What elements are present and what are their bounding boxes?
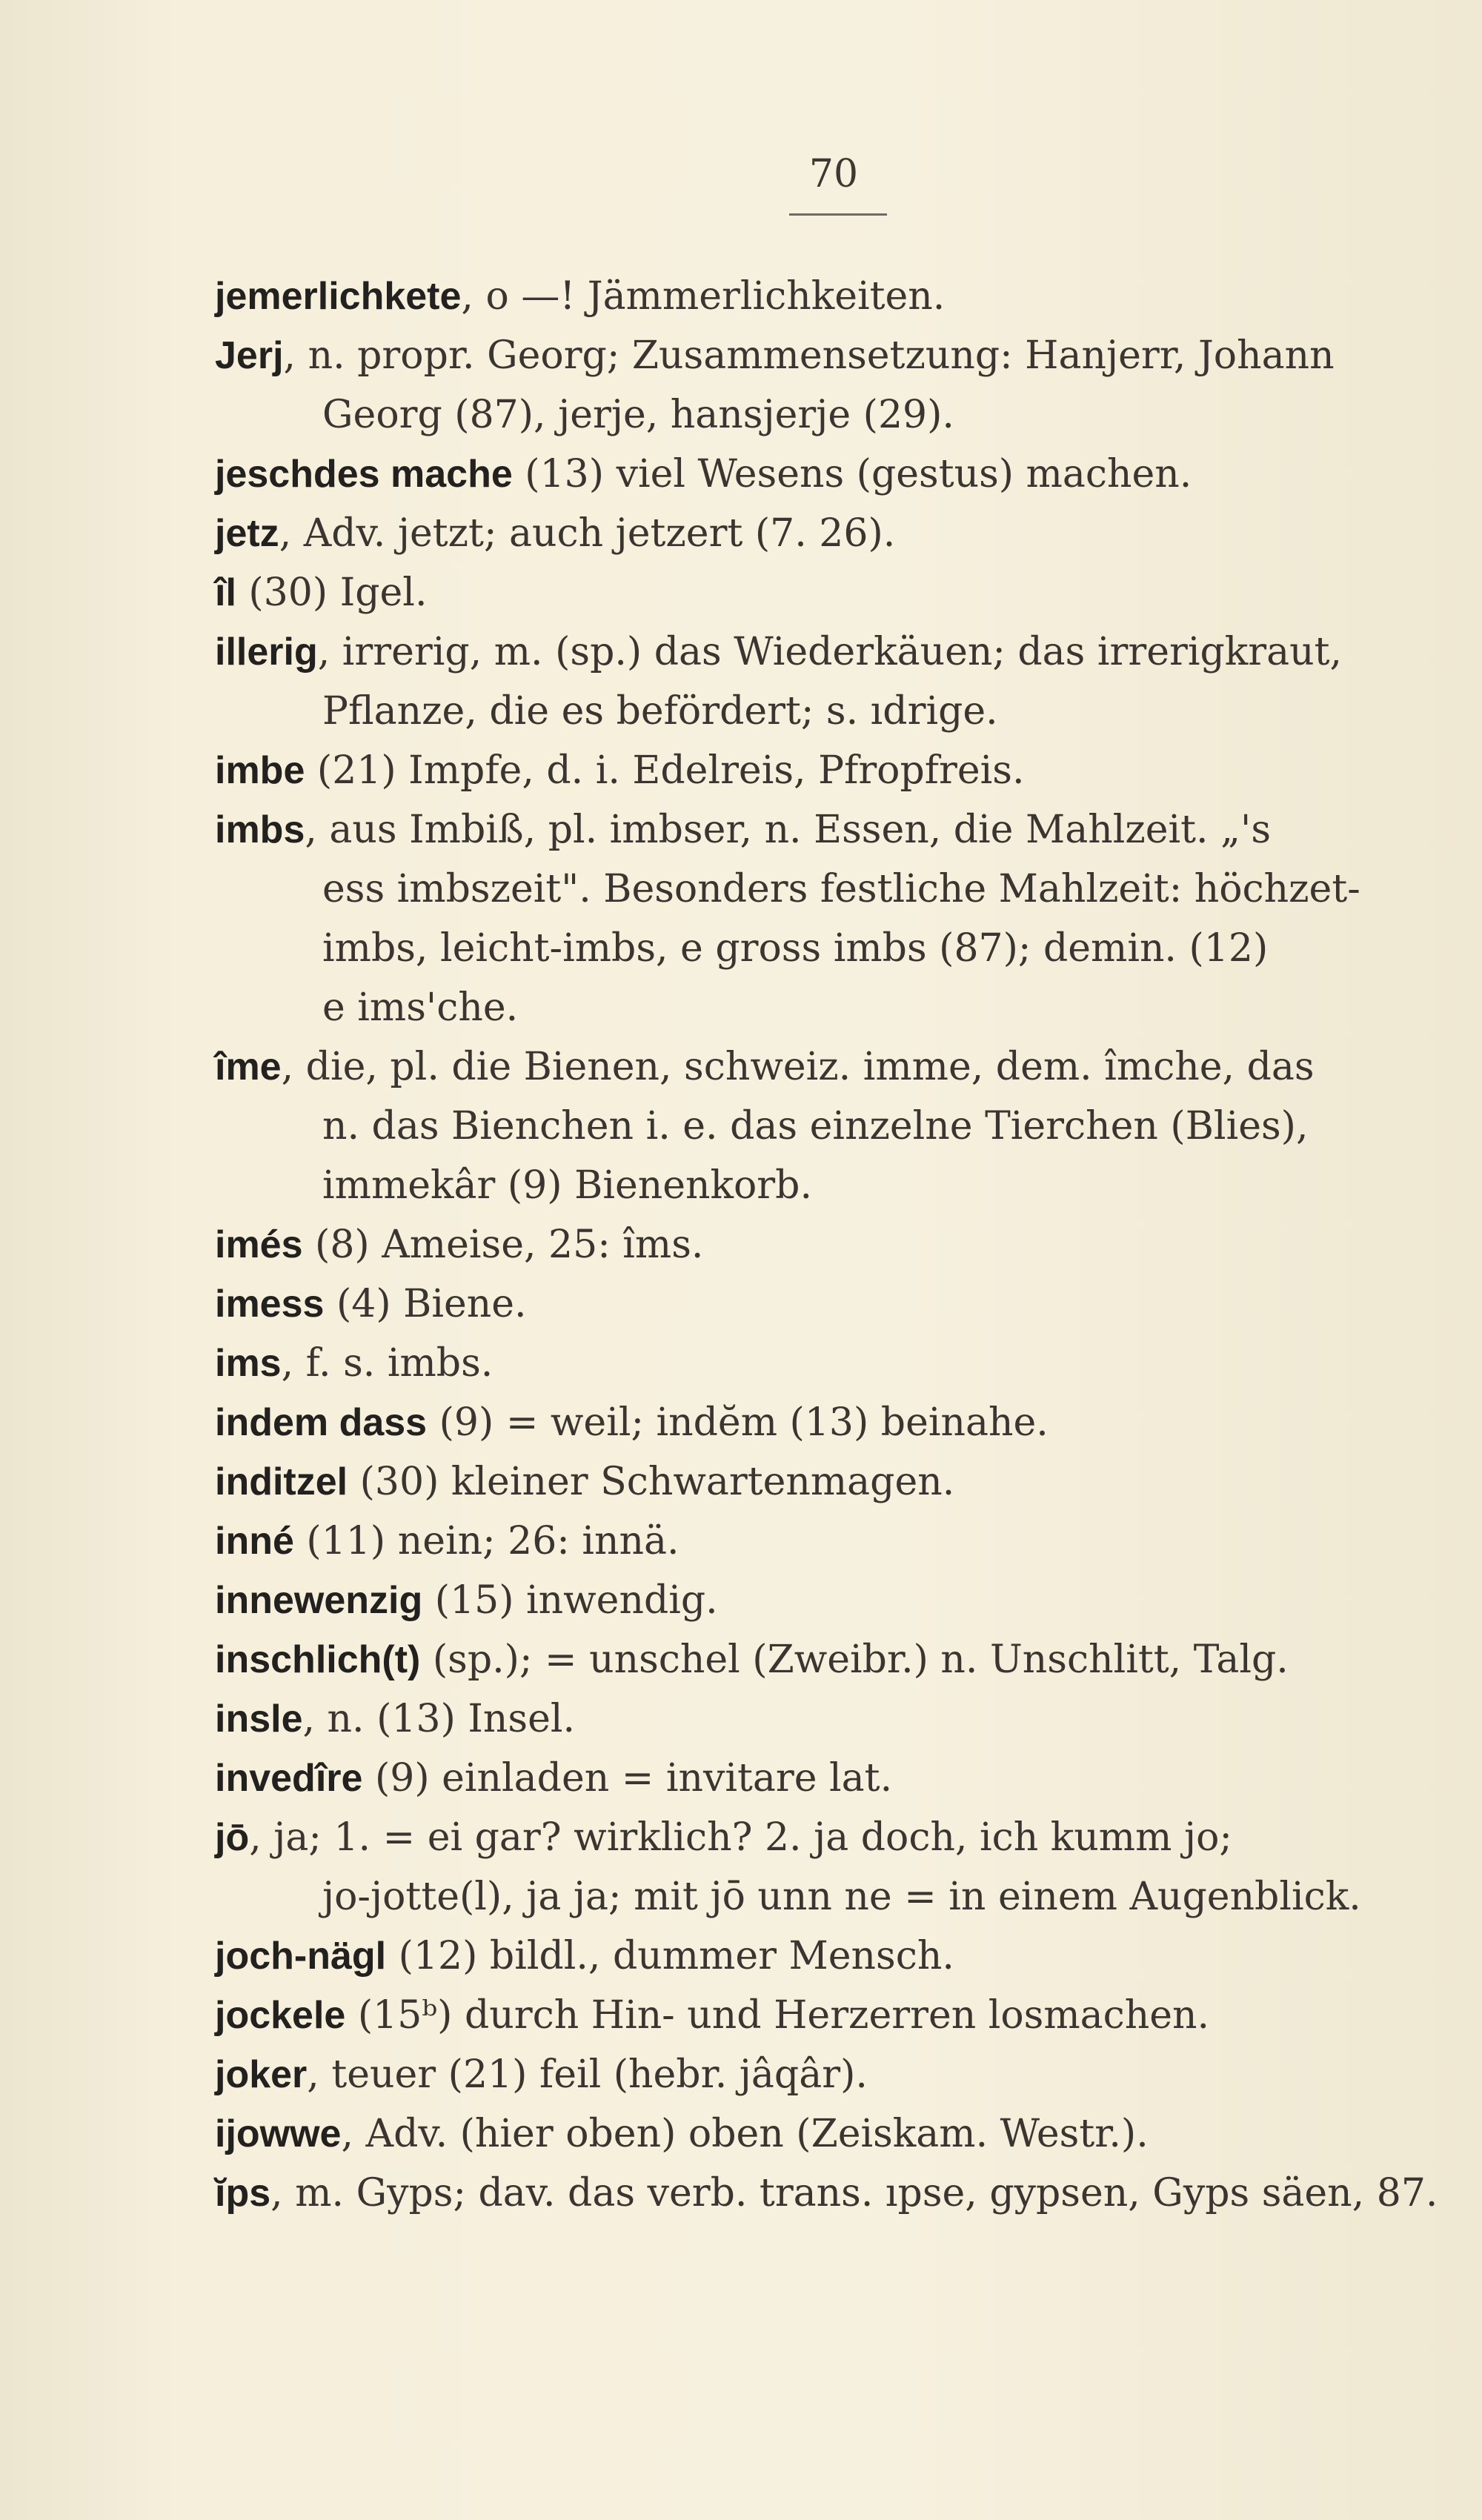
entry-headword: insle [215,1698,303,1741]
entry-headword: imess [215,1283,325,1326]
entry-continuation-line: imbs, leicht-imbs, e gross imbs (87); demin. (12) [322,926,1269,971]
dictionary-entry [215,1393,1445,1452]
dictionary-entry [215,1986,1445,2045]
entry-continuation-line: n. das Bienchen i. e. das einzelne Tierchen (Blies), [322,1104,1309,1148]
dictionary-entry [215,445,1445,504]
dictionary-entry [215,1926,1445,1986]
entry-headword: ims [215,1342,282,1385]
entry-definition: , Adv. jetzt; auch jetzert (7. 26). [279,511,896,556]
entry-definition: , ja; 1. = ei gar? wirklich? 2. ja doch, ich kumm jo; [249,1815,1232,1860]
entry-definition: (8) Ameise, 25: îms. [302,1223,704,1267]
dictionary-entry [215,741,1445,800]
entry-headword: jockele [215,1994,346,2037]
entry-continuation-line: Pflanze, die es befördert; s. ıdrige. [322,689,998,734]
entry-continuation-line: jo-jotte(l), ja ja; mit jō unn ne = in einem Augenblick. [322,1875,1361,1919]
dictionary-entries [215,267,1445,2223]
entry-definition: , n. (13) Insel. [302,1697,576,1741]
dictionary-entry [215,504,1445,563]
entry-definition: (30) kleiner Schwartenmagen. [348,1460,955,1504]
entry-definition: , aus Imbiß, pl. imbser, n. Essen, die Mahlzeit. „'s [305,808,1272,852]
entry-headword: inné [215,1520,294,1563]
entry-headword: jemerlichkete [215,275,462,318]
dictionary-entry [215,800,1445,1037]
dictionary-entry [215,1512,1445,1571]
entry-definition: (9) einladen = invitare lat. [362,1756,893,1801]
entry-definition: (4) Biene. [324,1282,527,1326]
entry-definition: (21) Impfe, d. i. Edelreis, Pfropfreis. [305,748,1025,793]
dictionary-entry [215,1037,1445,1215]
entry-continuation-line: ess imbszeit". Besonders festliche Mahlzeit: höchzet- [322,867,1360,911]
dictionary-entry [215,1749,1445,1808]
entry-headword: jō [215,1816,250,1859]
entry-headword: joch-nägl [215,1935,387,1978]
entry-headword: illerig [215,631,318,674]
entry-headword: invedîre [215,1757,363,1800]
entry-continuation-line: Georg (87), jerje, hansjerje (29). [322,393,954,437]
entry-definition: , f. s. imbs. [281,1341,494,1386]
dictionary-entry [215,2164,1445,2223]
entry-headword: inditzel [215,1460,348,1503]
entry-headword: jetz [215,512,279,555]
entry-headword: indem dass [215,1401,428,1444]
dictionary-entry [215,1452,1445,1512]
entry-definition: , o —! Jämmerlichkeiten. [461,274,946,319]
entry-headword: joker [215,2053,308,2096]
entry-continuation-line: e ims'che. [322,985,519,1030]
entry-headword: îl [215,571,236,614]
entry-definition: (12) bildl., dummer Mensch. [386,1934,954,1978]
entry-definition: (9) = weil; indĕm (13) beinahe. [427,1400,1049,1445]
entry-definition: , n. propr. Georg; Zusammensetzung: Hanjerr, Johann [283,333,1335,378]
entry-definition: (13) viel Wesens (gestus) machen. [512,452,1192,496]
entry-definition: (15) inwendig. [422,1578,718,1623]
entry-definition: , teuer (21) feil (hebr. jâqâr). [307,2052,868,2097]
dictionary-entry [215,622,1445,741]
entry-headword: ijowwe [215,2112,342,2155]
entry-definition: , m. Gyps; dav. das verb. trans. ıpse, gypsen, Gyps säen, 87. [270,2171,1438,2215]
entry-headword: îme [215,1045,282,1088]
entry-headword: imbs [215,808,305,851]
entry-definition: , die, pl. die Bienen, schweiz. imme, dem. îmche, das [281,1045,1315,1089]
entry-definition: (11) nein; 26: innä. [293,1519,679,1563]
dictionary-entry [215,1630,1445,1689]
entry-headword: ĭps [215,2172,271,2215]
dictionary-entry [215,326,1445,445]
dictionary-entry [215,1808,1445,1926]
entry-headword: inschlich(t) [215,1638,421,1681]
entry-continuation-line: immekâr (9) Bienenkorb. [322,1163,812,1208]
entry-headword: Jerj [215,334,284,377]
entry-headword: innewenzig [215,1579,423,1622]
entry-definition: , Adv. (hier oben) oben (Zeiskam. Westr.). [341,2112,1149,2156]
dictionary-entry [215,2045,1445,2104]
dictionary-entry [215,1274,1445,1334]
dictionary-entry [215,2104,1445,2164]
dictionary-entry [215,1689,1445,1749]
entry-definition: (15ᵇ) durch Hin- und Herzerren losmachen. [345,1993,1210,2038]
dictionary-entry [215,1334,1445,1393]
entry-headword: imés [215,1223,303,1266]
entry-definition: , irrerig, m. (sp.) das Wiederkäuen; das irrerigkraut, [317,630,1343,674]
page-number: 70 [808,152,859,196]
entry-headword: imbe [215,749,305,792]
page-number-rule [789,213,887,216]
entry-headword: jeschdes mache [215,453,513,496]
entry-definition: (30) Igel. [236,571,428,615]
dictionary-entry [215,563,1445,622]
dictionary-entry [215,1215,1445,1274]
dictionary-entry [215,1571,1445,1630]
entry-definition: (sp.); = unschel (Zweibr.) n. Unschlitt, Talg. [420,1638,1289,1682]
dictionary-entry [215,267,1445,326]
